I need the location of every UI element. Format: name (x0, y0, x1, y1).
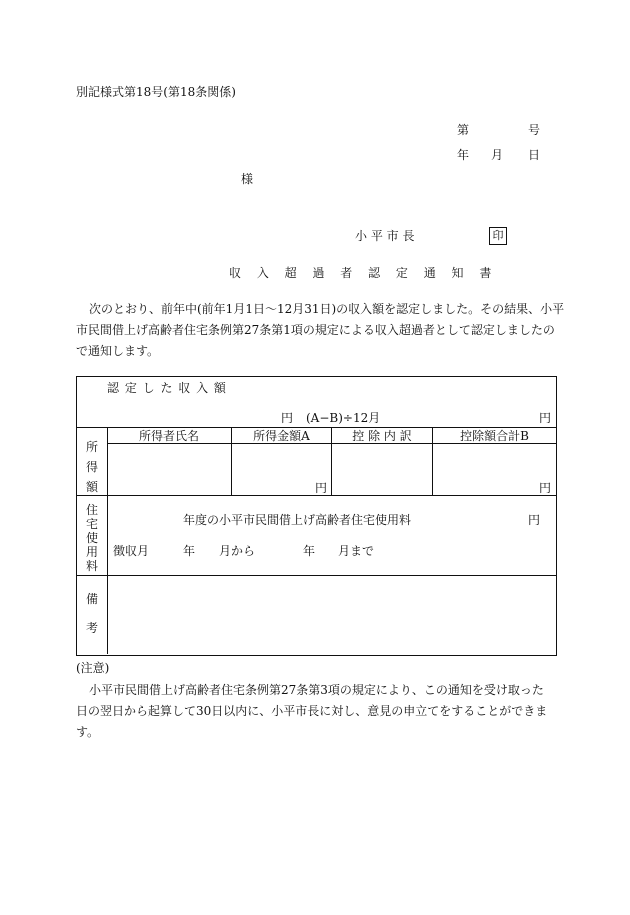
body-line: 市民間借上げ高齢者住宅条例第27条第1項の規定による収入超過者として認定しましたの (76, 323, 555, 337)
col-header-deduction-breakdown: 控 除 内 訳 (352, 429, 412, 443)
notes-line: 日の翌日から起算して30日以内に、小平市長に対し、意見の申立てをすることができま (76, 704, 548, 718)
form-label: 別記様式第18号(第18条関係) (76, 85, 236, 99)
notes-heading: (注意) (76, 661, 110, 675)
collection-label: 徴収月 (113, 544, 150, 558)
body-line: 次のとおり、前年中(前年1月1日～12月31日)の収入額を認定しました。その結果、小平 (89, 302, 565, 316)
formula-right-yen: 円 (539, 411, 552, 425)
collection-from-year: 年 (183, 544, 196, 558)
date-day: 日 (528, 148, 541, 162)
date-month: 月 (491, 148, 504, 162)
table-rule (77, 427, 556, 428)
col-header-deduction-total-b: 控除額合計B (460, 429, 529, 443)
notes-paragraph (76, 680, 556, 743)
housing-fee-yen: 円 (528, 513, 541, 527)
recognized-income-label: 認 定 し た 収 入 額 (107, 381, 227, 395)
housing-fee-label: 住宅使用料 (85, 503, 98, 573)
table-rule (77, 575, 556, 576)
collection-from-month: 月から (219, 544, 256, 558)
collection-to-year: 年 (303, 544, 316, 558)
housing-fee-text: 年度の小平市民間借上げ高齢者住宅使用料 (183, 513, 412, 527)
document-title: 収 入 超 過 者 認 定 通 知 書 (229, 266, 498, 280)
body-line: で通知します。 (76, 344, 160, 358)
income-section-label: 所得額 (85, 440, 98, 494)
date-year: 年 (457, 148, 470, 162)
body-paragraph (76, 299, 565, 362)
notes-line: す。 (76, 725, 100, 739)
remarks-label-bottom: 考 (86, 621, 99, 635)
table-rule (107, 427, 108, 654)
notes-line: 小平市民間借上げ高齢者住宅条例第27条第3項の規定により、この通知を受け取った (89, 683, 544, 697)
table-rule (77, 495, 556, 496)
doc-number-dai: 第 (457, 123, 470, 137)
collection-to-month: 月まで (338, 544, 375, 558)
formula-yen: 円 (281, 411, 294, 425)
col-header-name: 所得者氏名 (138, 429, 199, 443)
yen-b: 円 (539, 481, 552, 495)
formula-text: (A−B)÷12月 (306, 411, 381, 425)
issuer-title: 小 平 市 長 (355, 229, 415, 243)
seal-mark: 印 (489, 227, 507, 245)
addressee-suffix: 様 (241, 172, 254, 186)
income-table (76, 376, 557, 656)
remarks-label-top: 備 (86, 592, 99, 606)
doc-number-go: 号 (528, 123, 541, 137)
yen-a: 円 (315, 481, 328, 495)
col-header-income-a: 所得金額A (253, 429, 310, 443)
